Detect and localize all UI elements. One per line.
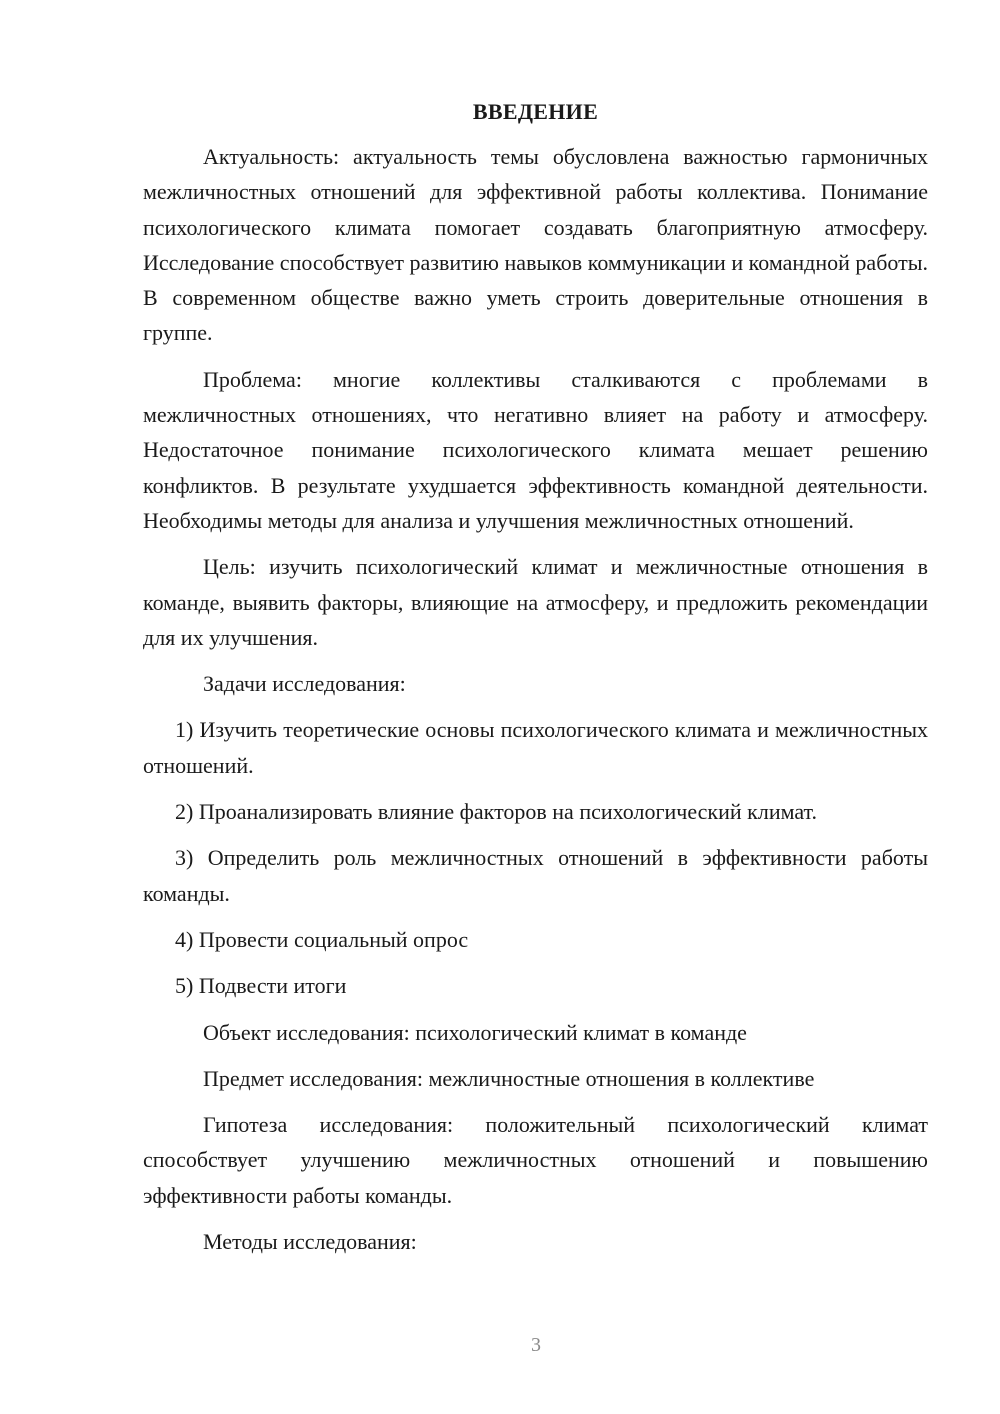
paragraph-goal: Цель: изучить психологический климат и межличностные отношения в команде, выявить факторы, влияющие на атмосферу, и предложить рекомендации для их улучшения. (143, 554, 928, 650)
page-title: ВВЕДЕНИЕ (472, 99, 599, 124)
paragraph-subject: Предмет исследования: межличностные отношения в коллективе (203, 1065, 815, 1091)
task-item-1: 1) Изучить теоретические основы психологического климата и межличностных отношений. (143, 717, 928, 778)
paragraph-hypothesis: Гипотеза исследования: положительный психологический климат способствует улучшению межличностных отношений и повышению эффективности работы команды. (143, 1112, 928, 1208)
paragraph-methods: Методы исследования: (203, 1229, 417, 1255)
task-item-3: 3) Определить роль межличностных отношений в эффективности работы команды. (143, 845, 928, 906)
paragraph-tasks-heading: Задачи исследования: (203, 671, 406, 697)
page-content (143, 94, 928, 1270)
task-item-2: 2) Проанализировать влияние факторов на психологический климат. (175, 799, 818, 825)
task-item-4: 4) Провести социальный опрос (175, 926, 469, 952)
page-number: 3 (531, 1334, 541, 1356)
paragraph-object: Объект исследования: психологический климат в команде (203, 1019, 747, 1045)
task-item-5: 5) Подвести итоги (175, 973, 347, 999)
paragraph-problem: Проблема: многие коллективы сталкиваются с проблемами в межличностных отношениях, что негативно влияет на работу и атмосферу. Недостаточное понимание психологического климата мешает решению конфликтов. В результате ухудшается эффективность командной деятельности. Необходимы методы для анализа и улучшения межличностных отношений. (143, 366, 928, 533)
paragraph-relevance: Актуальность: актуальность темы обусловлена важностью гармоничных межличностных отношений для эффективной работы коллектива. Понимание психологического климата помогает создавать благоприятную атмосферу. Исследование способствует развитию навыков коммуникации и командной работы. В современном обществе важно уметь строить доверительные отношения в группе. (143, 144, 928, 346)
